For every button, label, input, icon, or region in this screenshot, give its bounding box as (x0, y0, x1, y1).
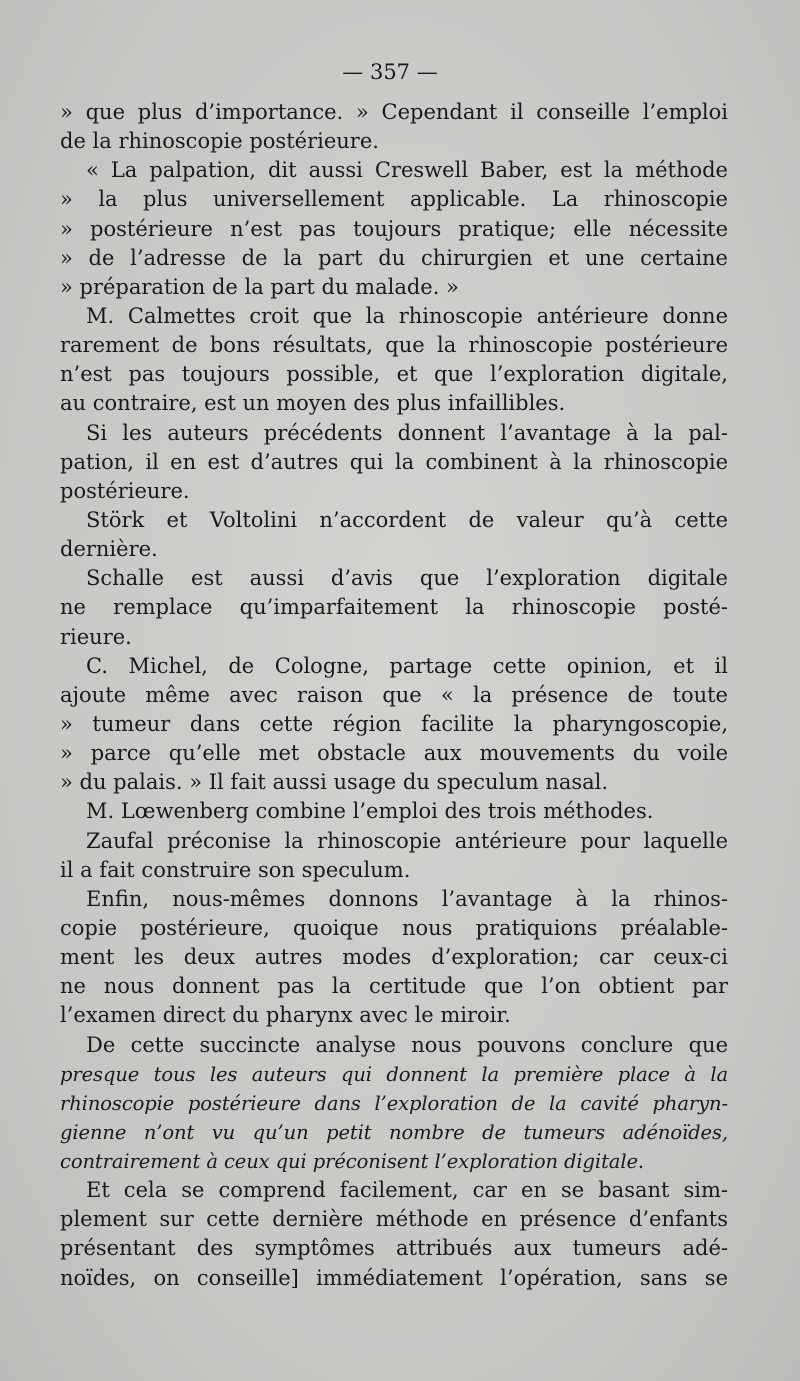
text-line: M. Calmettes croit que la rhinoscopie antérieure donne (86, 303, 728, 328)
text-line: ment les deux autres modes d’exploration; car ceux-ci (60, 945, 728, 970)
text-line: pation, il en est d’autres qui la combinent à la rhinoscopie (60, 449, 728, 474)
text-line: » postérieure n’est pas toujours pratique; elle nécessite (60, 216, 728, 241)
text-line: » de l’adresse de la part du chirurgien et une certaine (60, 245, 728, 270)
text-line: postérieure. (60, 478, 190, 503)
text-line: Schalle est aussi d’avis que l’exploration digitale (86, 566, 728, 591)
text-line: Si les auteurs précédents donnent l’avantage à la pal- (86, 420, 728, 445)
text-line: Enfin, nous-mêmes donnons l’avantage à la rhinos- (86, 886, 728, 911)
text-line: rieure. (60, 624, 132, 649)
text-line: » préparation de la part du malade. » (60, 274, 459, 299)
text-line: rhinoscopie postérieure dans l’exploration de la cavité pharyn- (60, 1091, 728, 1115)
text-line: de la rhinoscopie postérieure. (60, 129, 379, 154)
text-line: copie postérieure, quoique nous pratiquions préalable- (60, 915, 728, 940)
text-line: » la plus universellement applicable. La rhinoscopie (60, 187, 728, 212)
text-line: ne remplace qu’imparfaitement la rhinoscopie posté- (60, 595, 728, 620)
text-line: presque tous les auteurs qui donnent la première place à la (60, 1062, 728, 1086)
text-line: il a fait construire son speculum. (60, 857, 411, 882)
page-number: — 357 — (342, 60, 438, 84)
text-line: présentant des symptômes attribués aux tumeurs adé- (60, 1236, 728, 1261)
text-line: rarement de bons résultats, que la rhinoscopie postérieure (60, 333, 728, 358)
text-line: Zaufal préconise la rhinoscopie antérieure pour laquelle (86, 828, 728, 853)
text-line: n’est pas toujours possible, et que l’exploration digitale, (60, 362, 728, 387)
text-line: M. Lœwenberg combine l’emploi des trois méthodes. (86, 799, 654, 824)
text-line: » que plus d’importance. » Cependant il conseille l’emploi (60, 100, 728, 124)
text-line: ne nous donnent pas la certitude que l’on obtient par (60, 974, 728, 999)
text-line: « La palpation, dit aussi Creswell Baber, est la méthode (86, 158, 728, 183)
text-line: » du palais. » Il fait aussi usage du speculum nasal. (60, 770, 609, 795)
text-line: De cette succincte analyse nous pouvons conclure que (86, 1032, 728, 1057)
text-line: dernière. (60, 537, 158, 562)
text-line: gienne n’ont vu qu’un petit nombre de tumeurs adénoïdes, (60, 1120, 728, 1144)
text-line: ajoute même avec raison que « la présence de toute (60, 682, 728, 707)
text-line: plement sur cette dernière méthode en présence d’enfants (60, 1207, 728, 1232)
text-line: l’examen direct du pharynx avec le miroir. (60, 1003, 511, 1028)
text-line: » parce qu’elle met obstacle aux mouvements du voile (60, 741, 728, 766)
text-line: » tumeur dans cette région facilite la pharyngoscopie, (60, 711, 728, 736)
text-line: au contraire, est un moyen des plus infaillibles. (60, 391, 566, 416)
text-line: Störk et Voltolini n’accordent de valeur qu’à cette (86, 507, 728, 532)
text-line: Et cela se comprend facilement, car en se basant sim- (86, 1178, 728, 1203)
text-line: C. Michel, de Cologne, partage cette opinion, et il (86, 653, 728, 678)
body-text (60, 98, 728, 1293)
text-line: contrairement à ceux qui préconisent l’exploration digitale. (60, 1150, 645, 1174)
text-line: noïdes, on conseille] immédiatement l’opération, sans se (60, 1265, 728, 1290)
